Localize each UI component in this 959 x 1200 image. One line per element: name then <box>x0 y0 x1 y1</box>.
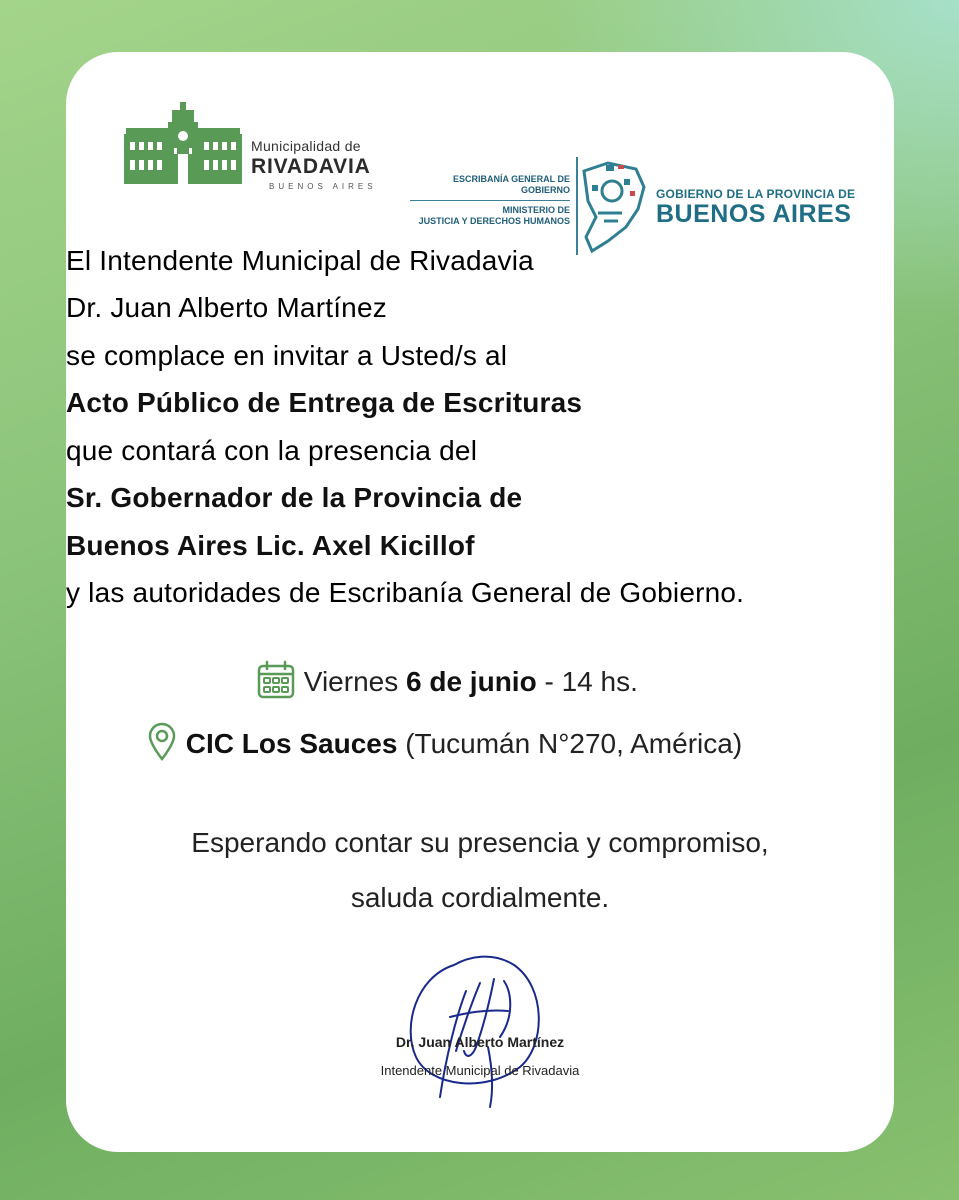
closing-line-1: Esperando contar su presencia y compromiso, <box>191 827 769 858</box>
event-title: Acto Público de Entrega de Escrituras <box>66 387 583 418</box>
municipality-region: BUENOS AIRES <box>269 182 377 191</box>
invite-line-3: se complace en invitar a Usted/s al <box>66 340 508 371</box>
province-wordmark <box>656 187 855 227</box>
event-date: 6 de junio <box>406 665 537 697</box>
event-address: (Tucumán N°270, América) <box>405 727 743 759</box>
event-date-row <box>256 660 638 707</box>
signatory-role: Intendente Municipal de Rivadavia <box>380 1063 580 1078</box>
invite-line-1: El Intendente Municipal de Rivadavia <box>66 245 534 276</box>
governor-line-1: Sr. Gobernador de la Provincia de <box>66 482 523 513</box>
signatory-name: Dr. Juan Alberto Martínez <box>395 1034 565 1050</box>
escribania-divider <box>410 200 570 201</box>
governor-line-2: Buenos Aires Lic. Axel Kicillof <box>66 530 475 561</box>
invite-line-5: que contará con la presencia del <box>66 435 478 466</box>
event-time: - 14 hs. <box>544 665 638 697</box>
invite-line-2: Dr. Juan Alberto Martínez <box>66 292 387 323</box>
handwritten-signature <box>396 947 566 1112</box>
municipality-wordmark <box>251 138 391 191</box>
escribania-wordmark <box>410 174 570 227</box>
province-name: BUENOS AIRES <box>656 200 852 228</box>
location-pin-icon <box>146 722 178 769</box>
province-emblem-icon <box>578 157 654 257</box>
escribania-line3: MINISTERIO DE <box>502 205 570 215</box>
escribania-line4: JUSTICIA Y DERECHOS HUMANOS <box>418 216 570 226</box>
province-small-label: GOBIERNO DE LA PROVINCIA DE <box>656 187 856 201</box>
calendar-icon <box>256 660 296 707</box>
event-location-row <box>146 722 742 769</box>
invitation-card <box>66 52 894 1152</box>
invite-line-8: y las autoridades de Escribanía General de Gobierno. <box>66 577 745 608</box>
escribania-line2: GOBIERNO <box>520 185 570 195</box>
closing-line-2: saluda cordialmente. <box>350 882 610 913</box>
municipality-name: RIVADAVIA <box>251 155 371 178</box>
escribania-line1: ESCRIBANÍA GENERAL DE <box>452 174 570 184</box>
event-day: Viernes <box>303 665 399 697</box>
municipality-prefix: Municipalidad de <box>251 138 361 154</box>
event-venue: CIC Los Sauces <box>185 727 398 759</box>
municipality-building-logo <box>124 102 244 192</box>
logo-header <box>66 102 894 262</box>
